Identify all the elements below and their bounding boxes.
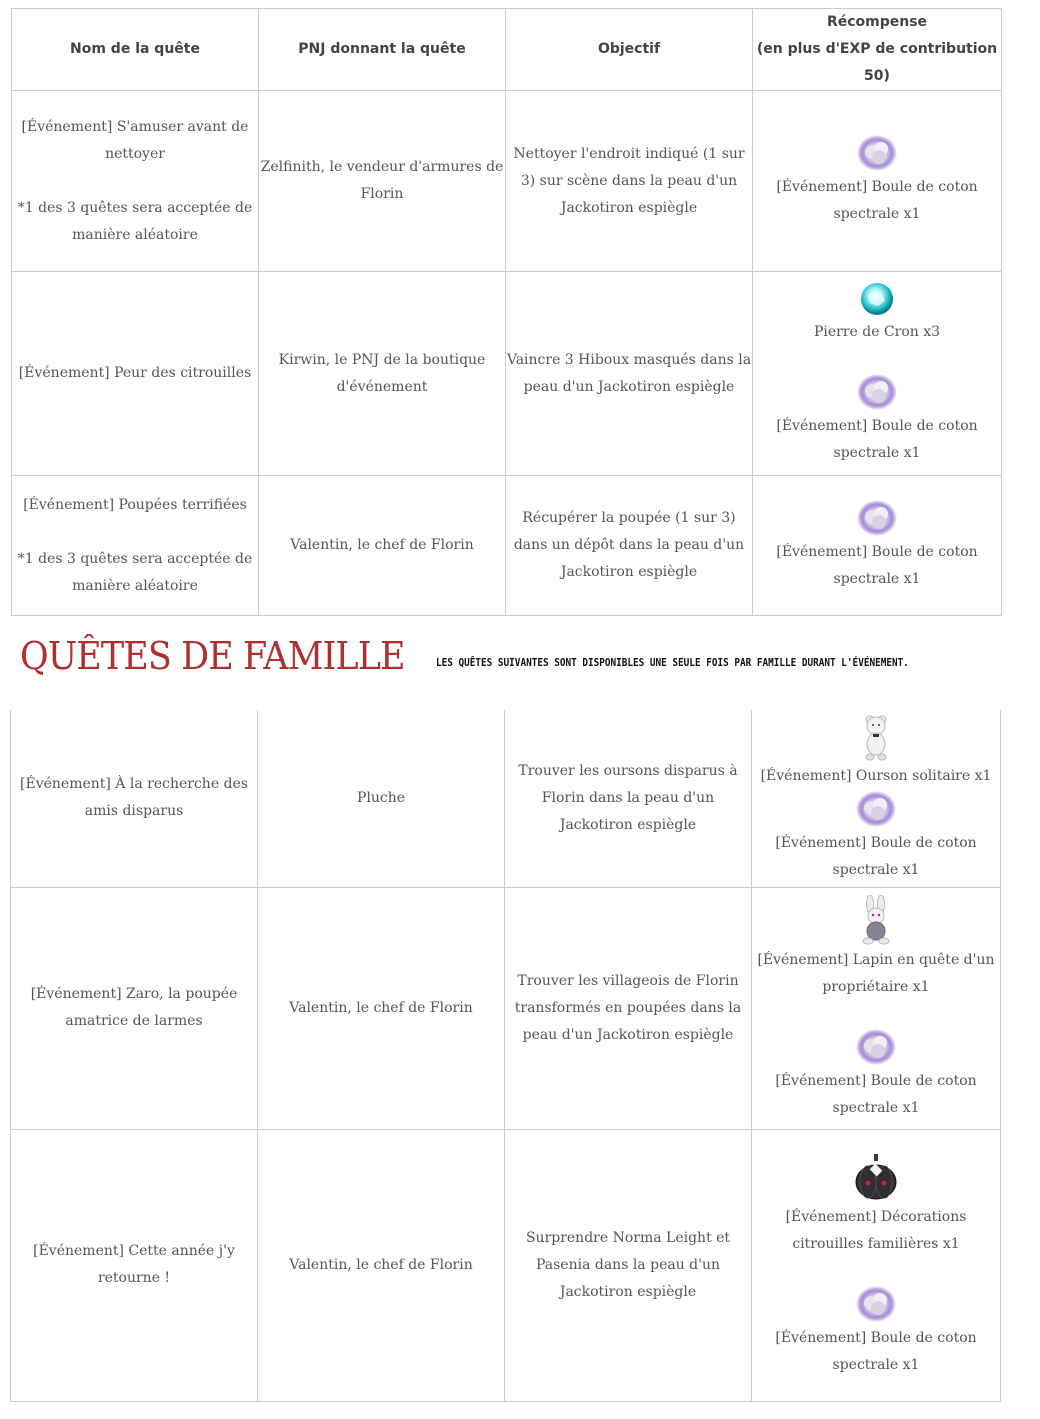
- reward-cell: [752, 710, 1001, 887]
- quest-name-cell: [Événement] Cette année j'y retourne !: [11, 1129, 258, 1401]
- npc-cell: Valentin, le chef de Florin: [258, 1129, 505, 1401]
- reward-label: [Événement] Ourson solitaire x1: [760, 767, 992, 784]
- cotton-ball-icon: [855, 1285, 897, 1323]
- quest-name-cell: [Événement] Zaro, la poupée amatrice de larmes: [11, 887, 258, 1129]
- reward-label: Pierre de Cron x3: [813, 323, 941, 340]
- header-objective: Objectif: [506, 9, 753, 91]
- quest-name-cell: [Événement] À la recherche des amis disparus: [11, 710, 258, 887]
- reward-item: [753, 134, 1001, 228]
- reward-item: [752, 713, 1000, 790]
- objective-cell: Nettoyer l'endroit indiqué (1 sur 3) sur scène dans la peau d'un Jackotiron espiègle: [506, 91, 753, 272]
- reward-item: [752, 1152, 1000, 1258]
- npc-cell: Kirwin, le PNJ de la boutique d'événement: [259, 272, 506, 476]
- reward-cell: [753, 272, 1002, 476]
- objective-cell: Vaincre 3 Hiboux masqués dans la peau d'un Jackotiron espiègle: [506, 272, 753, 476]
- header-npc: PNJ donnant la quête: [259, 9, 506, 91]
- reward-item: [752, 1285, 1000, 1379]
- quest-name-cell: [12, 476, 259, 616]
- quest-name-cell: [12, 91, 259, 272]
- table-row: [12, 476, 1002, 616]
- cotton-ball-icon: [856, 499, 898, 537]
- npc-cell: Pluche: [258, 710, 505, 887]
- header-reward-title: Récompense: [826, 14, 928, 30]
- reward-cell: [752, 887, 1001, 1129]
- quest-table-main: [11, 8, 1002, 616]
- table-header-row: [12, 9, 1002, 91]
- reward-label: [Événement] Décorations citrouilles familières x1: [785, 1208, 967, 1252]
- npc-cell: Valentin, le chef de Florin: [259, 476, 506, 616]
- table-row: [12, 91, 1002, 272]
- quest-name: [Événement] S'amuser avant de nettoyer: [21, 118, 249, 162]
- objective-cell: Surprendre Norma Leight et Pasenia dans la peau d'un Jackotiron espiègle: [505, 1129, 752, 1401]
- reward-label: [Événement] Boule de coton spectrale x1: [776, 543, 978, 587]
- cotton-ball-icon: [856, 134, 898, 172]
- reward-item: [753, 281, 1001, 346]
- reward-cell: [752, 1129, 1001, 1401]
- reward-cell: [753, 91, 1002, 272]
- family-quests-heading: [20, 630, 1020, 690]
- reward-label: [Événement] Boule de coton spectrale x1: [775, 1329, 977, 1373]
- objective-cell: Trouver les oursons disparus à Florin dans la peau d'un Jackotiron espiègle: [505, 710, 752, 887]
- reward-cell: [753, 476, 1002, 616]
- table-row: [11, 710, 1001, 887]
- reward-label: [Événement] Boule de coton spectrale x1: [775, 1072, 977, 1116]
- table-row: [11, 887, 1001, 1129]
- cotton-ball-icon: [855, 1028, 897, 1066]
- reward-item: [753, 499, 1001, 593]
- rabbit-doll-icon: [858, 895, 894, 945]
- npc-cell: Valentin, le chef de Florin: [258, 887, 505, 1129]
- header-reward-subtitle: (en plus d'EXP de contribution 50): [756, 41, 998, 84]
- reward-label: [Événement] Boule de coton spectrale x1: [776, 179, 978, 222]
- header-quest-name: Nom de la quête: [12, 9, 259, 91]
- table-row: [11, 1129, 1001, 1401]
- quest-name-cell: [Événement] Peur des citrouilles: [12, 272, 259, 476]
- reward-label: [Événement] Lapin en quête d'un propriétaire x1: [757, 951, 995, 995]
- section-note: LES QUÊTES SUIVANTES SONT DISPONIBLES UNE SEULE FOIS PAR FAMILLE DURANT L'ÉVÉNEMENT.: [436, 656, 909, 669]
- cotton-ball-icon: [855, 790, 897, 828]
- quest-name: [Événement] Poupées terrifiées: [23, 496, 247, 513]
- reward-label: [Événement] Boule de coton spectrale x1: [775, 834, 977, 878]
- reward-item: [753, 373, 1001, 467]
- reward-item: [752, 790, 1000, 884]
- npc-cell: Zelfinith, le vendeur d'armures de Florin: [259, 91, 506, 272]
- family-quest-table: [10, 710, 1001, 1402]
- quest-note: *1 des 3 quêtes sera acceptée de manière aléatoire: [17, 550, 253, 594]
- objective-cell: Trouver les villageois de Florin transformés en poupées dans la peau d'un Jackotiron espiègle: [505, 887, 752, 1129]
- header-reward: [753, 9, 1002, 91]
- teddy-bear-icon: [860, 713, 892, 761]
- pumpkin-decoration-icon: [853, 1152, 899, 1202]
- reward-label: [Événement] Boule de coton spectrale x1: [776, 417, 978, 461]
- objective-cell: Récupérer la poupée (1 sur 3) dans un dépôt dans la peau d'un Jackotiron espiègle: [506, 476, 753, 616]
- quest-note: *1 des 3 quêtes sera acceptée de manière aléatoire: [17, 199, 253, 243]
- cotton-ball-icon: [856, 373, 898, 411]
- section-title: QUÊTES DE FAMILLE: [20, 634, 405, 678]
- reward-item: [752, 895, 1000, 1001]
- table-row: [12, 272, 1002, 476]
- cron-stone-icon: [858, 281, 896, 317]
- reward-item: [752, 1028, 1000, 1122]
